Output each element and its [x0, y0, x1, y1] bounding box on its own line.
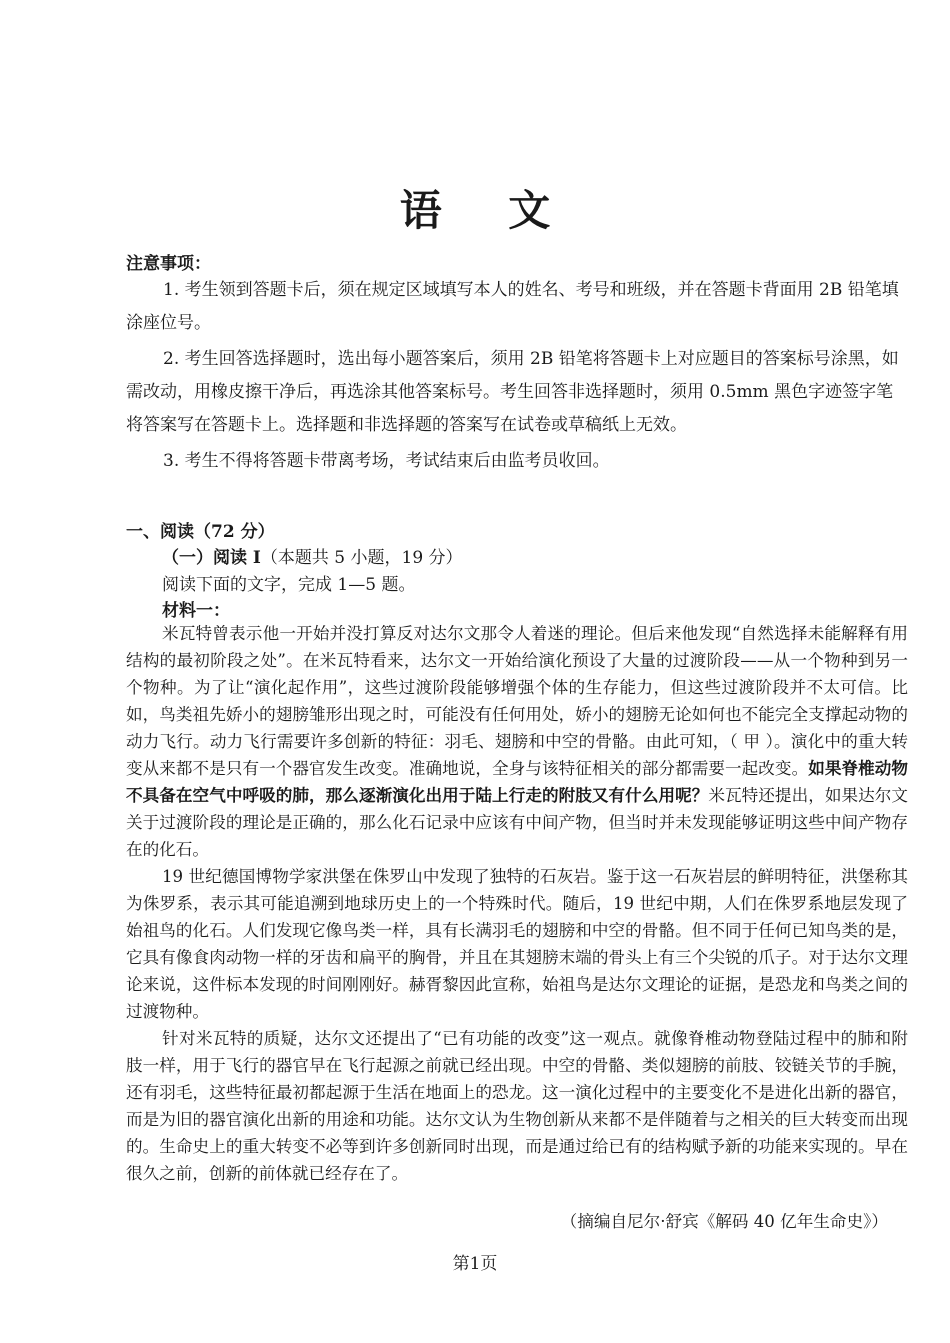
material-text — [126, 620, 908, 1187]
sub-section-title: （一）阅读 I — [162, 548, 261, 568]
material-heading: 材料一： — [162, 601, 230, 621]
notice-item: 1. 考生领到答题卡后，须在规定区域填写本人的姓名、考号和班级，并在答题卡背面用 2B 铅笔填涂座位号。 — [126, 280, 899, 333]
reading-instruction: 阅读下面的文字，完成 1—5 题。 — [162, 575, 416, 595]
paragraph-text: 米瓦特还提出，如果达尔文关于过渡阶段的理论是正确的，那么化石记录中应该有中间产物，但当时并未发现能够证明这些中间产物存在的化石。 — [126, 786, 909, 859]
page-title: 语 文 — [399, 186, 577, 235]
material-paragraph — [126, 620, 908, 863]
material-paragraph: 19 世纪德国博物学家洪堡在侏罗山中发现了独特的石灰岩。鉴于这一石灰岩层的鲜明特征，洪堡称其为侏罗系，表示其可能追溯到地球历史上的一个特殊时代。随后，19 世纪中期，人们在侏罗系地层发现了始祖鸟的化石。人们发现它像鸟类一样，具有长满羽毛的翅膀和中空的骨骼。但不同于任何已知鸟类的是，它具有像食肉动物一样的牙齿和扁平的胸骨，并且在其翅膀末端的骨头上有三个尖锐的爪子。对于达尔文理论来说，这件标本发现的时间刚刚好。赫胥黎因此宣称，始祖鸟是达尔文理论的证据，是恐龙和鸟类之间的过渡物种。 — [126, 867, 908, 1021]
notice-item: 3. 考生不得将答题卡带离考场，考试结束后由监考员收回。 — [163, 451, 610, 471]
paragraph-text: 米瓦特曾表示他一开始并没打算反对达尔文那令人着迷的理论。但后来他发现“自然选择未能解释有用结构的最初阶段之处”。在米瓦特看来，达尔文一开始给演化预设了大量的过渡阶段——从一个物种到另一个物种。为了让“演化起作用”，这些过渡阶段能够增强个体的生存能力，但这些过渡阶段并不太可信。比如，鸟类祖先娇小的翅膀雏形出现之时，可能没有任何用处，娇小的翅膀无论如何也不能完全支撑起动物的动力飞行。动力飞行需要许多创新的特征：羽毛、翅膀和中空的骨骼。由此可知，（ 甲 ）。演化中的重大转变从来都不是只有一个器官发生改变。准确地说，全身与该特征相关的部分都需要一起改变。 — [126, 624, 908, 778]
sub-section-note: （本题共 5 小题，19 分） — [260, 548, 463, 568]
section-heading: 一、阅读（72 分） — [126, 522, 275, 542]
notice-item: 2. 考生回答选择题时，选出每小题答案后，须用 2B 铅笔将答题卡上对应题目的答案标号涂黑，如需改动，用橡皮擦干净后，再选涂其他答案标号。考生回答非选择题时，须用 0.5mm 黑色字迹签字笔将答案写在答题卡上。选择题和非选择题的答案写在试卷或草稿纸上无效。 — [126, 349, 899, 435]
notice-heading: 注意事项： — [126, 254, 211, 274]
source-citation: （摘编自尼尔·舒宾《解码 40 亿年生命史》） — [560, 1212, 888, 1231]
emphasized-sentence: 如果脊椎动物不具备在空气中呼吸的肺，那么逐渐演化出用于陆上行走的附肢又有什么用呢？ — [126, 758, 909, 805]
page-number: 第1页 — [452, 1254, 498, 1274]
notice-list — [126, 274, 906, 478]
material-paragraph: 针对米瓦特的质疑，达尔文还提出了“已有功能的改变”这一观点。就像脊椎动物登陆过程中的肺和附肢一样，用于飞行的器官早在飞行起源之前就已经出现。中空的骨骼、类似翅膀的前肢、铰链关节的手腕，还有羽毛，这些特征最初都起源于生活在地面上的恐龙。这一演化过程中的主要变化不是进化出新的器官，而是为旧的器官演化出新的用途和功能。达尔文认为生物创新从来都不是伴随着与之相关的巨大转变而出现的。生命史上的重大转变不必等到许多创新同时出现，而是通过给已有的结构赋予新的功能来实现的。早在很久之前，创新的前体就已经存在了。 — [126, 1029, 908, 1183]
sub-section-heading — [162, 543, 463, 568]
